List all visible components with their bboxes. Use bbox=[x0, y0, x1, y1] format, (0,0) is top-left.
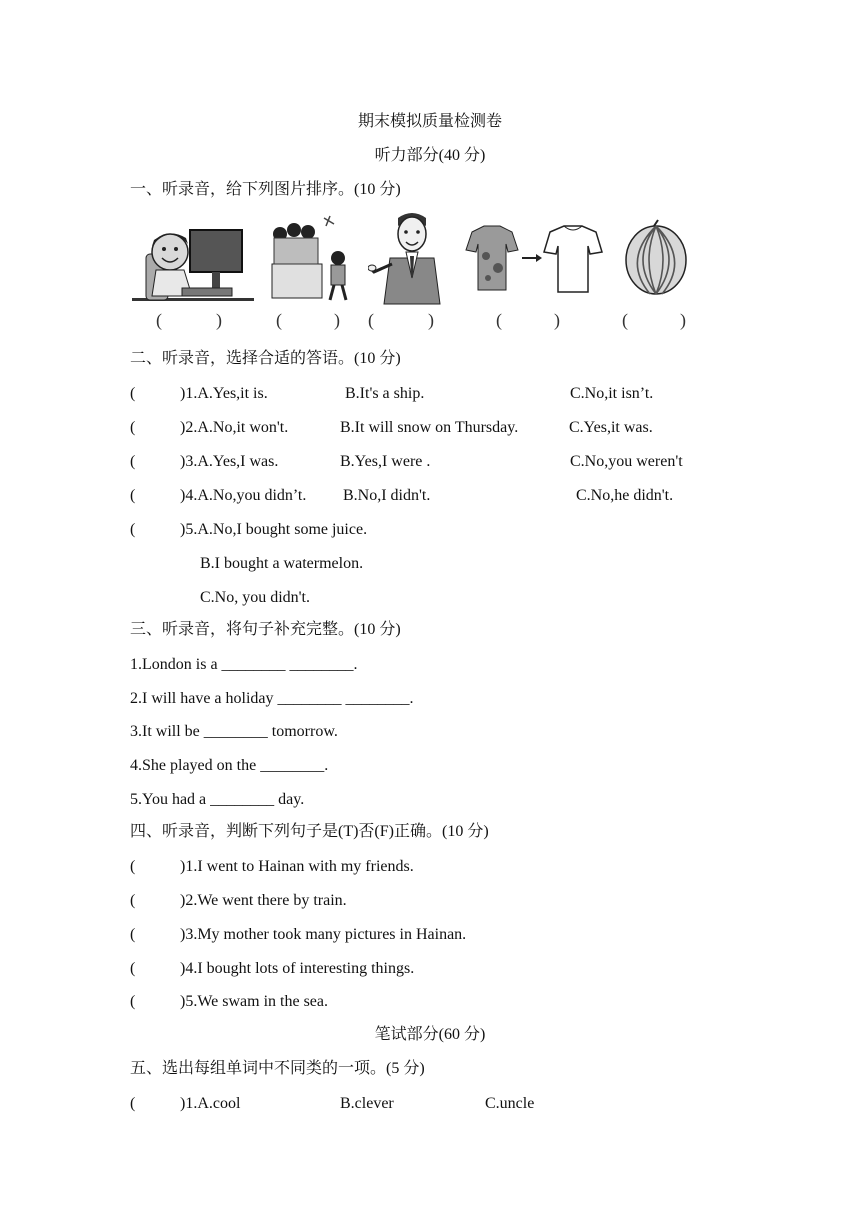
answer-paren: ( bbox=[130, 487, 136, 504]
word-group-1-option-b: B.clever bbox=[340, 1095, 394, 1112]
fill-in-sentence-5: 5.You had a ________ day. bbox=[130, 791, 305, 808]
page-title: 期末模拟质量检测卷 bbox=[357, 113, 502, 130]
children-group-picture bbox=[268, 214, 354, 306]
word-group-1-option-a: )1.A.cool bbox=[180, 1095, 241, 1112]
question-3-option-a: )3.A.Yes,I was. bbox=[180, 453, 279, 470]
answer-bracket-open-1: ( bbox=[156, 310, 162, 330]
question-4-option-a: )4.A.No,you didn’t. bbox=[180, 487, 307, 504]
question-1-option-c: C.No,it isn’t. bbox=[570, 385, 654, 402]
section-4-heading: 四、听录音，判断下列句子是(T)否(F)正确。(10 分) bbox=[130, 823, 489, 840]
answer-bracket-open-2: ( bbox=[276, 310, 282, 330]
question-5-option-b: B.I bought a watermelon. bbox=[200, 555, 364, 572]
word-group-1-option-c: C.uncle bbox=[485, 1095, 535, 1112]
true-false-item-1: )1.I went to Hainan with my friends. bbox=[180, 858, 414, 875]
answer-paren: ( bbox=[130, 419, 136, 436]
answer-bracket-close-2: ) bbox=[334, 310, 340, 330]
answer-bracket-open-3: ( bbox=[368, 310, 374, 330]
fill-in-sentence-3: 3.It will be ________ tomorrow. bbox=[130, 723, 338, 740]
listening-header: 听力部分(40 分) bbox=[374, 147, 486, 164]
true-false-item-2: )2.We went there by train. bbox=[180, 892, 347, 909]
answer-bracket-close-1: ) bbox=[216, 310, 222, 330]
question-5-option-a: )5.A.No,I bought some juice. bbox=[180, 521, 368, 538]
answer-paren: ( bbox=[130, 892, 136, 909]
section-2-heading: 二、听录音，选择合适的答语。(10 分) bbox=[130, 350, 401, 367]
answer-paren: ( bbox=[130, 858, 136, 875]
question-5-option-c: C.No, you didn't. bbox=[200, 589, 310, 606]
true-false-item-5: )5.We swam in the sea. bbox=[180, 993, 328, 1010]
answer-paren: ( bbox=[130, 960, 136, 977]
question-2-option-a: )2.A.No,it won't. bbox=[180, 419, 289, 436]
answer-bracket-close-3: ) bbox=[428, 310, 434, 330]
question-2-option-c: C.Yes,it was. bbox=[569, 419, 653, 436]
watermelon-picture bbox=[624, 218, 690, 298]
question-3-option-c: C.No,you weren't bbox=[570, 453, 683, 470]
fill-in-sentence-1: 1.London is a ________ ________. bbox=[130, 656, 358, 673]
answer-paren: ( bbox=[130, 521, 136, 538]
question-1-option-b: B.It's a ship. bbox=[345, 385, 425, 402]
fill-in-sentence-4: 4.She played on the ________. bbox=[130, 757, 329, 774]
boy-at-computer-picture bbox=[132, 216, 254, 308]
question-3-option-b: B.Yes,I were . bbox=[340, 453, 431, 470]
answer-bracket-open-4: ( bbox=[496, 310, 502, 330]
true-false-item-4: )4.I bought lots of interesting things. bbox=[180, 960, 415, 977]
answer-bracket-close-4: ) bbox=[554, 310, 560, 330]
question-4-option-c: C.No,he didn't. bbox=[576, 487, 674, 504]
answer-bracket-close-5: ) bbox=[680, 310, 686, 330]
answer-bracket-open-5: ( bbox=[622, 310, 628, 330]
question-4-option-b: B.No,I didn't. bbox=[343, 487, 431, 504]
answer-paren: ( bbox=[130, 453, 136, 470]
written-header: 笔试部分(60 分) bbox=[374, 1026, 486, 1043]
section-5-heading: 五、选出每组单词中不同类的一项。(5 分) bbox=[130, 1060, 425, 1077]
section-1-heading: 一、听录音，给下列图片排序。(10 分) bbox=[130, 181, 401, 198]
answer-paren: ( bbox=[130, 926, 136, 943]
answer-paren: ( bbox=[130, 993, 136, 1010]
fill-in-sentence-2: 2.I will have a holiday ________ ________. bbox=[130, 690, 414, 707]
question-1-option-a: )1.A.Yes,it is. bbox=[180, 385, 268, 402]
section-3-heading: 三、听录音，将句子补充完整。(10 分) bbox=[130, 621, 401, 638]
man-presenting-picture bbox=[368, 208, 450, 308]
answer-paren: ( bbox=[130, 1095, 136, 1112]
answer-paren: ( bbox=[130, 385, 136, 402]
tshirt-dirty-to-clean-picture bbox=[460, 222, 606, 302]
picture-row bbox=[128, 208, 708, 338]
question-2-option-b: B.It will snow on Thursday. bbox=[340, 419, 519, 436]
true-false-item-3: )3.My mother took many pictures in Hainan. bbox=[180, 926, 467, 943]
